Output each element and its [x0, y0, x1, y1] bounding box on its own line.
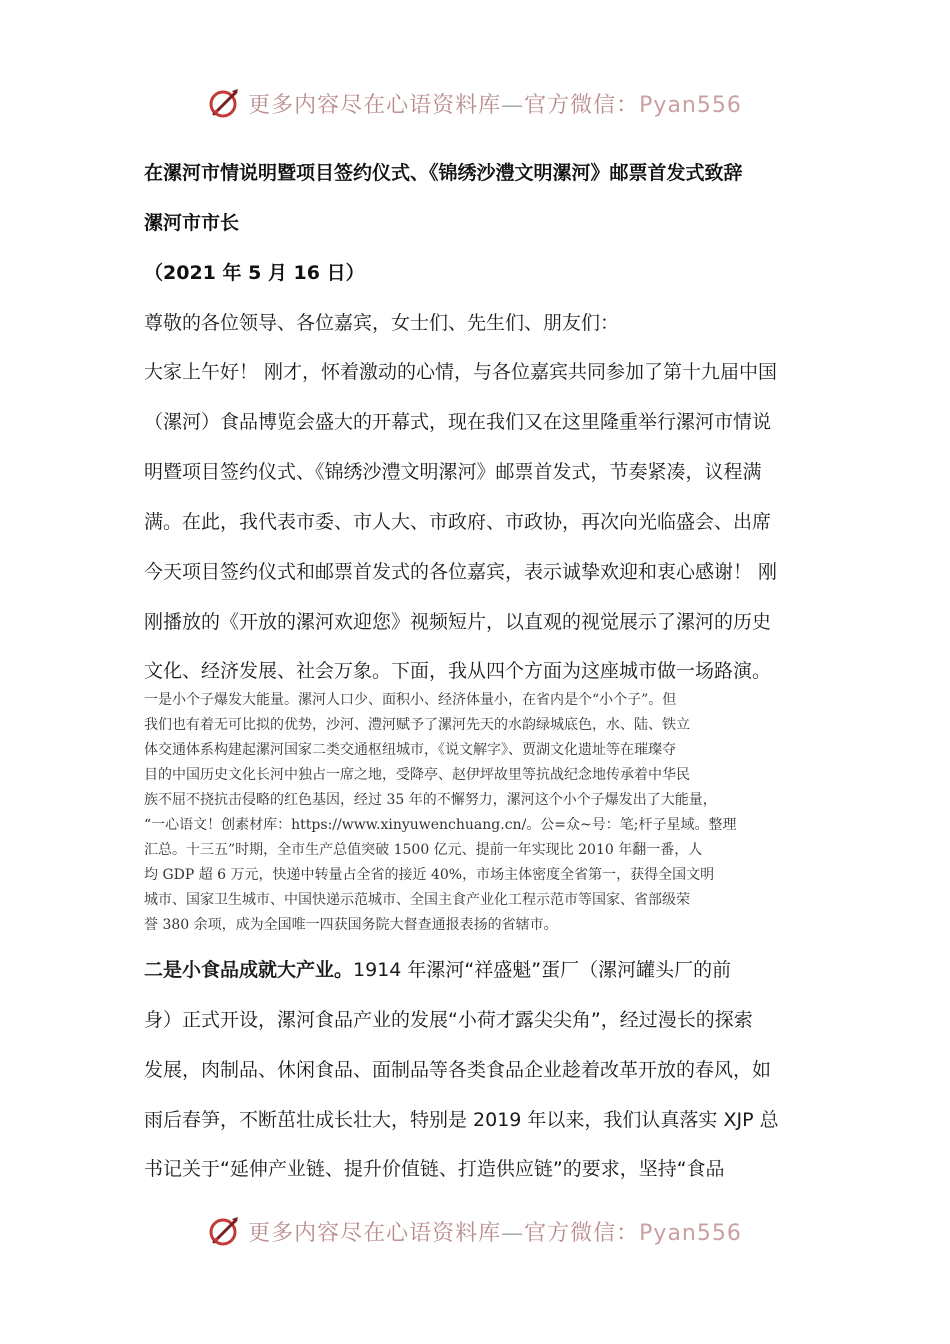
banner-text [248, 88, 742, 119]
pen-logo-icon [208, 86, 242, 120]
small-line: “一心语文！创素材库：https://www.xinyuwenchuang.cn/。公=众~号：笔;杆子星域。整理 [144, 817, 737, 833]
banner-wechat-label: 官方微信： [524, 1220, 640, 1246]
para1-line: 满。在此，我代表市委、市人大、市政府、市政协，再次向光临盛会、出席 [144, 511, 772, 533]
para2-first-line [144, 955, 731, 982]
banner-site-name: 更多内容尽在心语资料库 [248, 92, 502, 118]
date-line: （2021 年 5 月 16 日） [144, 262, 365, 284]
para2-line: 雨后春笋，不断茁壮成长壮大，特别是 2019 年以来，我们认真落实 XJP 总 [144, 1109, 779, 1131]
footer-banner [0, 1208, 950, 1254]
para1-line: 文化、经济发展、社会万象。下面，我从四个方面为这座城市做一场路演。 [144, 660, 772, 682]
banner-separator: — [501, 1220, 525, 1246]
small-line: 一是小个子爆发大能量。漯河人口少、面积小、经济体量小，在省内是个“小个子”。但 [144, 692, 677, 708]
greeting: 尊敬的各位领导、各位嘉宾，女士们、先生们、朋友们： [144, 312, 620, 334]
banner-wechat-label: 官方微信： [524, 92, 640, 118]
para1-line: 今天项目签约仪式和邮票首发式的各位嘉宾，表示诚挚欢迎和衷心感谢！ 刚 [144, 561, 778, 583]
para1-line: （漯河）食品博览会盛大的开幕式，现在我们又在这里隆重举行漯河市情说 [144, 411, 772, 433]
para2-line: 身）正式开设，漯河食品产业的发展“小荷才露尖尖角”，经过漫长的探索 [144, 1009, 753, 1031]
para2-line: 书记关于“延伸产业链、提升价值链、打造供应链”的要求，坚持“食品 [144, 1158, 725, 1180]
pen-logo-icon [208, 1214, 242, 1248]
speaker-line: 漯河市市长 [144, 212, 240, 234]
small-line: 族不屈不挠抗击侵略的红色基因，经过 35 年的不懈努力，漯河这个小个子爆发出了大能量， [144, 792, 717, 808]
small-line: 目的中国历史文化长河中独占一席之地，受降亭、赵伊坪故里等抗战纪念地传承着中华民 [144, 767, 690, 783]
header-banner [0, 80, 950, 126]
banner-site-name: 更多内容尽在心语资料库 [248, 1220, 502, 1246]
para1-line: 大家上午好！ 刚才，怀着激动的心情，与各位嘉宾共同参加了第十九届中国 [144, 361, 778, 383]
small-line: 体交通体系构建起漯河国家二类交通枢纽城市，《说文解字》、贾湖文化遗址等在璀璨夺 [144, 742, 676, 758]
para2-heading: 二是小食品成就大产业。 [144, 959, 354, 981]
para1-line: 刚播放的《开放的漯河欢迎您》视频短片，以直观的视觉展示了漯河的历史 [144, 611, 772, 633]
small-paragraph [144, 688, 808, 938]
document-title: 在漯河市情说明暨项目签约仪式、《锦绣沙澧文明漯河》邮票首发式致辞 [144, 162, 743, 184]
small-line: 均 GDP 超 6 万元，快递中转量占全省的接近 40%，市场主体密度全省第一，获得全国文明 [144, 867, 715, 883]
banner-text [248, 1216, 742, 1247]
para2-first-rest: 1914 年漯河“祥盛魁”蛋厂（漯河罐头厂的前 [353, 959, 732, 981]
banner-wechat-id: Pyan556 [639, 1220, 742, 1246]
banner-separator: — [501, 92, 525, 118]
banner-wechat-id: Pyan556 [639, 92, 742, 118]
para1-line: 明暨项目签约仪式、《锦绣沙澧文明漯河》邮票首发式，节奏紧凑，议程满 [144, 461, 762, 483]
small-line: 汇总。十三五”时期，全市生产总值突破 1500 亿元、提前一年实现比 2010 年翻一番，人 [144, 842, 703, 858]
para2-line: 发展，肉制品、休闲食品、面制品等各类食品企业趁着改革开放的春风，如 [144, 1059, 772, 1081]
small-line: 我们也有着无可比拟的优势，沙河、澧河赋予了漯河先天的水韵绿城底色，水、陆、铁立 [144, 717, 690, 733]
small-line: 誉 380 余项，成为全国唯一四获国务院大督查通报表扬的省辖市。 [144, 917, 558, 933]
small-line: 城市、国家卫生城市、中国快递示范城市、全国主食产业化工程示范市等国家、省部级荣 [144, 892, 690, 908]
